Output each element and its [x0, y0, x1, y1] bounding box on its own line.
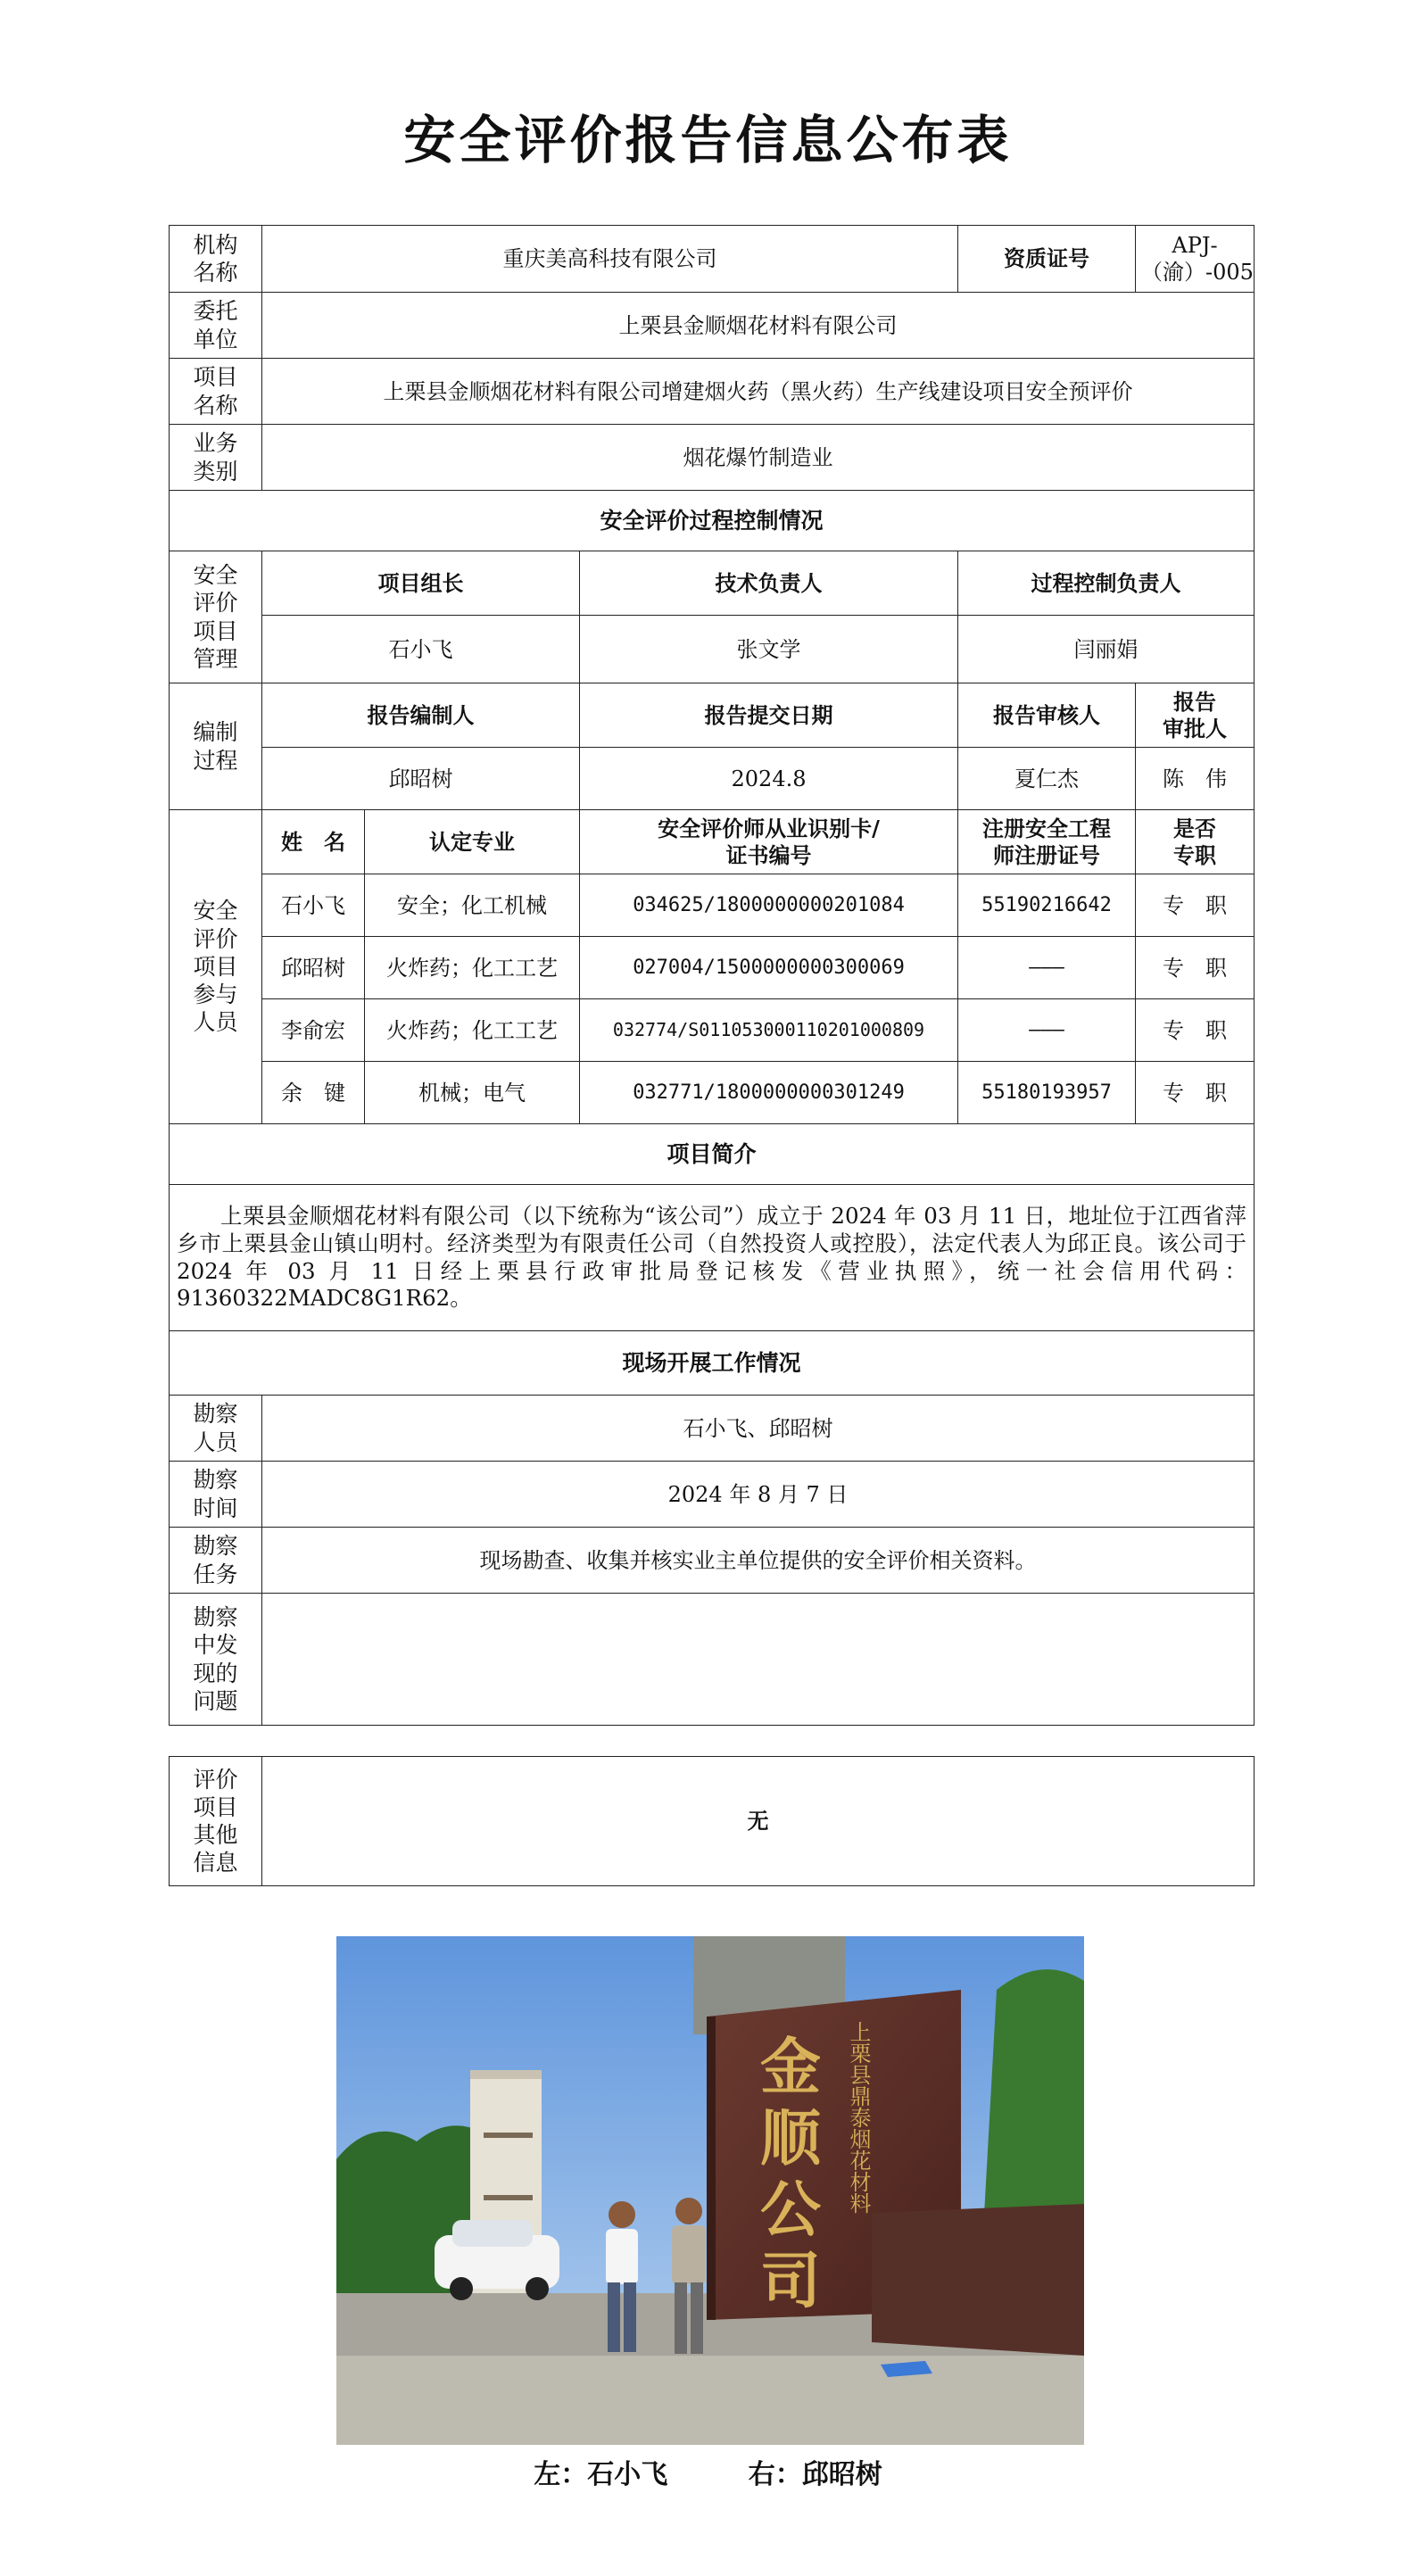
table-row [170, 937, 1255, 999]
participant-specialty: 火炸药；化工工艺 [365, 937, 580, 999]
participant-header-card: 安全评价师从业识别卡/ 证书编号 [580, 810, 958, 874]
sign-char: 顺 [760, 2103, 822, 2174]
mgmt-value-leader: 石小飞 [262, 616, 580, 683]
participant-header-fulltime: 是否 专职 [1136, 810, 1255, 874]
sign-char: 金 [760, 2032, 822, 2103]
photo-caption [0, 2452, 1416, 2491]
participant-fulltime: 专 职 [1136, 999, 1255, 1062]
business-type-label: 业务 类别 [170, 425, 262, 491]
survey-task-value: 现场勘查、收集并核实业主单位提供的安全评价相关资料。 [262, 1528, 1255, 1594]
section-process-header: 安全评价过程控制情况 [170, 491, 1255, 551]
compile-value-author: 邱昭树 [262, 748, 580, 810]
survey-people-value: 石小飞、邱昭树 [262, 1396, 1255, 1462]
participant-header-name: 姓 名 [262, 810, 365, 874]
client-label: 委托 单位 [170, 293, 262, 359]
participant-specialty: 火炸药；化工工艺 [365, 999, 580, 1062]
participant-header-specialty: 认定专业 [365, 810, 580, 874]
caption-right: 右：邱昭树 [748, 2459, 882, 2490]
participant-fulltime: 专 职 [1136, 937, 1255, 999]
sign-char: 公 [760, 2174, 822, 2246]
project-name-label: 项目 名称 [170, 359, 262, 425]
participant-card: 032774/S011053000110201000809 [580, 999, 958, 1062]
info-table [169, 225, 1255, 1726]
compile-value-reviewer: 夏仁杰 [958, 748, 1136, 810]
compile-process-label: 编制 过程 [170, 683, 262, 810]
site-photo-illustration [336, 1936, 1084, 2445]
client-value: 上栗县金顺烟花材料有限公司 [262, 293, 1255, 359]
participant-name: 余 键 [262, 1062, 365, 1124]
participant-reg: ——— [958, 937, 1136, 999]
participants-label: 安全 评价 项目 参与 人员 [170, 810, 262, 1124]
survey-issues-label: 勘察 中发 现的 问题 [170, 1594, 262, 1726]
mgmt-value-control: 闫丽娟 [958, 616, 1255, 683]
project-name-value: 上栗县金顺烟花材料有限公司增建烟火药（黑火药）生产线建设项目安全预评价 [262, 359, 1255, 425]
other-info-table [169, 1756, 1255, 1886]
org-name-label: 机构 名称 [170, 226, 262, 293]
mgmt-value-tech: 张文学 [580, 616, 958, 683]
business-type-value: 烟花爆竹制造业 [262, 425, 1255, 491]
cert-label: 资质证号 [958, 226, 1136, 293]
caption-left: 左：石小飞 [534, 2459, 668, 2490]
table-row [170, 999, 1255, 1062]
participant-card: 027004/1500000000300069 [580, 937, 958, 999]
participant-card: 032771/1800000000301249 [580, 1062, 958, 1124]
other-info-value: 无 [262, 1757, 1255, 1886]
project-intro-text: 上栗县金顺烟花材料有限公司（以下统称为“该公司”）成立于 2024 年 03 月 11 日，地址位于江西省萍乡市上栗县金山镇山明村。经济类型为有限责任公司（自然投资人或控股），法定代表人为邱正良。该公司于 2024 年 03 月 11 日经上栗县行政审批局登记核发《营业执照》，统一社会信用代码：91360322MADC8G1R62。 [170, 1185, 1255, 1331]
participant-fulltime: 专 职 [1136, 874, 1255, 937]
page-title: 安全评价报告信息公布表 [403, 110, 1013, 170]
compile-header-date: 报告提交日期 [580, 683, 958, 748]
section-intro-header: 项目简介 [170, 1124, 1255, 1185]
other-info-label: 评价 项目 其他 信息 [170, 1757, 262, 1886]
participant-specialty: 安全；化工机械 [365, 874, 580, 937]
participant-fulltime: 专 职 [1136, 1062, 1255, 1124]
project-mgmt-label: 安全 评价 项目 管理 [170, 551, 262, 683]
participant-header-reg: 注册安全工程 师注册证号 [958, 810, 1136, 874]
table-row [170, 1062, 1255, 1124]
survey-task-label: 勘察 任务 [170, 1528, 262, 1594]
survey-time-value: 2024 年 8 月 7 日 [262, 1462, 1255, 1528]
compile-header-approver: 报告 审批人 [1136, 683, 1255, 748]
participant-reg: 55180193957 [958, 1062, 1136, 1124]
mgmt-header-control: 过程控制负责人 [958, 551, 1255, 616]
participant-name: 邱昭树 [262, 937, 365, 999]
participant-name: 李俞宏 [262, 999, 365, 1062]
compile-value-approver: 陈 伟 [1136, 748, 1255, 810]
participant-specialty: 机械；电气 [365, 1062, 580, 1124]
compile-value-date: 2024.8 [580, 748, 958, 810]
compile-header-reviewer: 报告审核人 [958, 683, 1136, 748]
participant-name: 石小飞 [262, 874, 365, 937]
survey-time-label: 勘察 时间 [170, 1462, 262, 1528]
site-photo [336, 1936, 1084, 2445]
sign-vertical-text: 上栗县鼎泰烟花材料 [846, 2021, 871, 2214]
sign-char: 司 [760, 2246, 822, 2317]
cert-value: APJ-（渝）-005 [1136, 226, 1255, 293]
section-site-header: 现场开展工作情况 [170, 1331, 1255, 1396]
participant-reg: 55190216642 [958, 874, 1136, 937]
table-row [170, 874, 1255, 937]
participant-reg: ——— [958, 999, 1136, 1062]
mgmt-header-tech: 技术负责人 [580, 551, 958, 616]
survey-people-label: 勘察 人员 [170, 1396, 262, 1462]
survey-issues-value [262, 1594, 1255, 1726]
org-name-value: 重庆美高科技有限公司 [262, 226, 958, 293]
compile-header-author: 报告编制人 [262, 683, 580, 748]
mgmt-header-leader: 项目组长 [262, 551, 580, 616]
participant-card: 034625/1800000000201084 [580, 874, 958, 937]
